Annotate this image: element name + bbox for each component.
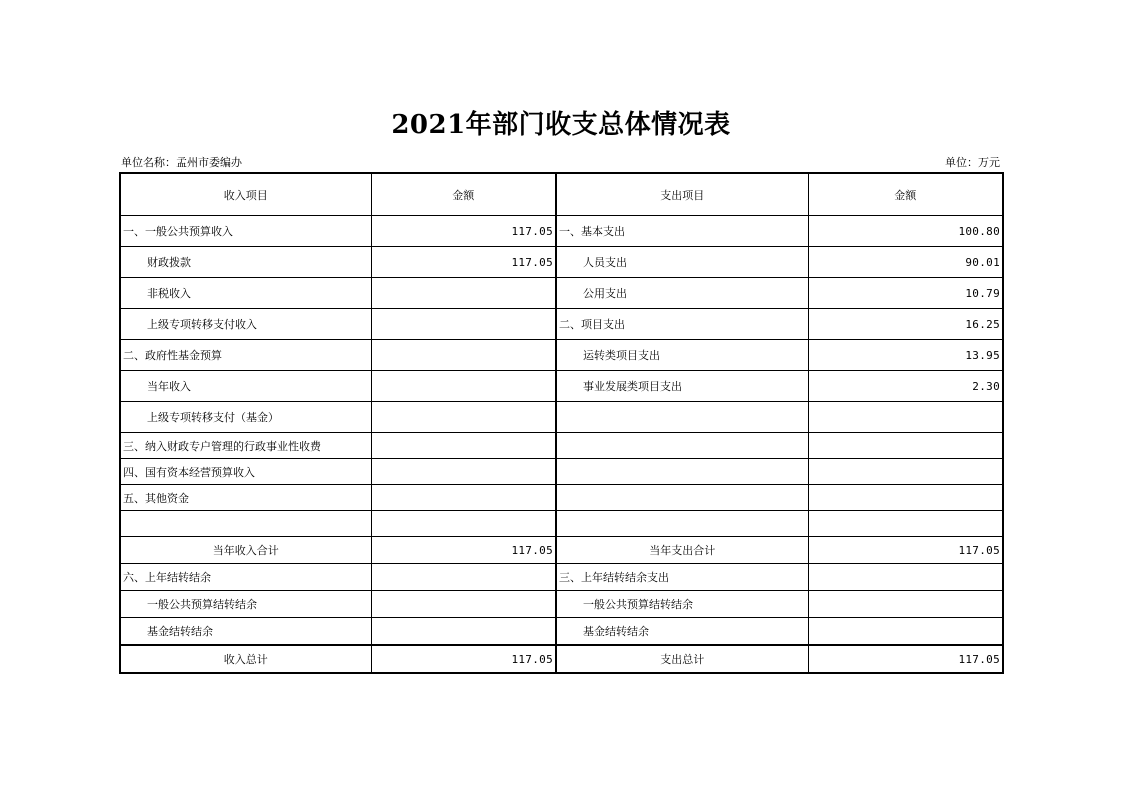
expense-item: 支出总计 bbox=[556, 645, 808, 673]
income-item: 财政拨款 bbox=[120, 247, 371, 278]
page-title: 2021年部门收支总体情况表 bbox=[391, 110, 731, 140]
expense-item: 三、上年结转结余支出 bbox=[556, 564, 808, 591]
expense-item bbox=[556, 433, 808, 459]
income-amount bbox=[371, 340, 556, 371]
table-row bbox=[120, 591, 1003, 618]
income-item: 上级专项转移支付收入 bbox=[120, 309, 371, 340]
header-expense-item: 支出项目 bbox=[556, 173, 808, 216]
expense-item bbox=[556, 459, 808, 485]
expense-amount: 2.30 bbox=[808, 371, 1003, 402]
income-amount bbox=[371, 485, 556, 511]
expense-amount: 16.25 bbox=[808, 309, 1003, 340]
table-row bbox=[120, 564, 1003, 591]
table-row-subtotal bbox=[120, 537, 1003, 564]
expense-amount: 10.79 bbox=[808, 278, 1003, 309]
table-row bbox=[120, 371, 1003, 402]
income-amount bbox=[371, 459, 556, 485]
income-item: 四、国有资本经营预算收入 bbox=[120, 459, 371, 485]
income-amount bbox=[371, 564, 556, 591]
income-amount bbox=[371, 371, 556, 402]
expense-amount bbox=[808, 485, 1003, 511]
header-income-amount: 金额 bbox=[371, 173, 556, 216]
table-row bbox=[120, 340, 1003, 371]
table-row bbox=[120, 433, 1003, 459]
expense-item bbox=[556, 402, 808, 433]
income-amount bbox=[371, 591, 556, 618]
expense-amount: 117.05 bbox=[808, 645, 1003, 673]
income-item: 非税收入 bbox=[120, 278, 371, 309]
income-amount bbox=[371, 511, 556, 537]
income-amount: 117.05 bbox=[371, 537, 556, 564]
income-item: 当年收入 bbox=[120, 371, 371, 402]
expense-item bbox=[556, 485, 808, 511]
expense-item: 人员支出 bbox=[556, 247, 808, 278]
income-item: 一、一般公共预算收入 bbox=[120, 216, 371, 247]
expense-item: 当年支出合计 bbox=[556, 537, 808, 564]
expense-amount bbox=[808, 618, 1003, 646]
table-row bbox=[120, 459, 1003, 485]
expense-item: 事业发展类项目支出 bbox=[556, 371, 808, 402]
table-row bbox=[120, 485, 1003, 511]
income-amount bbox=[371, 618, 556, 646]
income-amount: 117.05 bbox=[371, 645, 556, 673]
income-item: 上级专项转移支付（基金） bbox=[120, 402, 371, 433]
budget-table bbox=[119, 172, 1004, 674]
expense-amount bbox=[808, 459, 1003, 485]
expense-amount: 90.01 bbox=[808, 247, 1003, 278]
expense-amount bbox=[808, 433, 1003, 459]
expense-item: 二、项目支出 bbox=[556, 309, 808, 340]
expense-amount: 13.95 bbox=[808, 340, 1003, 371]
table-row bbox=[120, 309, 1003, 340]
income-item: 六、上年结转结余 bbox=[120, 564, 371, 591]
expense-amount bbox=[808, 591, 1003, 618]
expense-item: 运转类项目支出 bbox=[556, 340, 808, 371]
income-item bbox=[120, 511, 371, 537]
income-amount bbox=[371, 433, 556, 459]
income-item: 三、纳入财政专户管理的行政事业性收费 bbox=[120, 433, 371, 459]
income-amount bbox=[371, 309, 556, 340]
header-expense-amount: 金额 bbox=[808, 173, 1003, 216]
expense-amount bbox=[808, 511, 1003, 537]
header-row bbox=[120, 173, 1003, 216]
expense-item bbox=[556, 511, 808, 537]
expense-item: 公用支出 bbox=[556, 278, 808, 309]
income-item: 基金结转结余 bbox=[120, 618, 371, 646]
income-amount: 117.05 bbox=[371, 216, 556, 247]
table-row bbox=[120, 278, 1003, 309]
expense-item: 一般公共预算结转结余 bbox=[556, 591, 808, 618]
income-amount bbox=[371, 278, 556, 309]
table-row bbox=[120, 402, 1003, 433]
income-item: 收入总计 bbox=[120, 645, 371, 673]
expense-item: 一、基本支出 bbox=[556, 216, 808, 247]
table-row-grand-total bbox=[120, 645, 1003, 673]
table-row bbox=[120, 618, 1003, 646]
income-item: 二、政府性基金预算 bbox=[120, 340, 371, 371]
expense-amount: 100.80 bbox=[808, 216, 1003, 247]
income-item: 当年收入合计 bbox=[120, 537, 371, 564]
expense-amount: 117.05 bbox=[808, 537, 1003, 564]
income-item: 一般公共预算结转结余 bbox=[120, 591, 371, 618]
income-amount bbox=[371, 402, 556, 433]
unit-label: 单位：万元 bbox=[945, 156, 1000, 169]
income-amount: 117.05 bbox=[371, 247, 556, 278]
table-row bbox=[120, 247, 1003, 278]
header-income-item: 收入项目 bbox=[120, 173, 371, 216]
table-row bbox=[120, 511, 1003, 537]
unit-name: 单位名称：孟州市委编办 bbox=[121, 156, 242, 169]
income-item: 五、其他资金 bbox=[120, 485, 371, 511]
table-row bbox=[120, 216, 1003, 247]
expense-amount bbox=[808, 402, 1003, 433]
expense-item: 基金结转结余 bbox=[556, 618, 808, 646]
expense-amount bbox=[808, 564, 1003, 591]
